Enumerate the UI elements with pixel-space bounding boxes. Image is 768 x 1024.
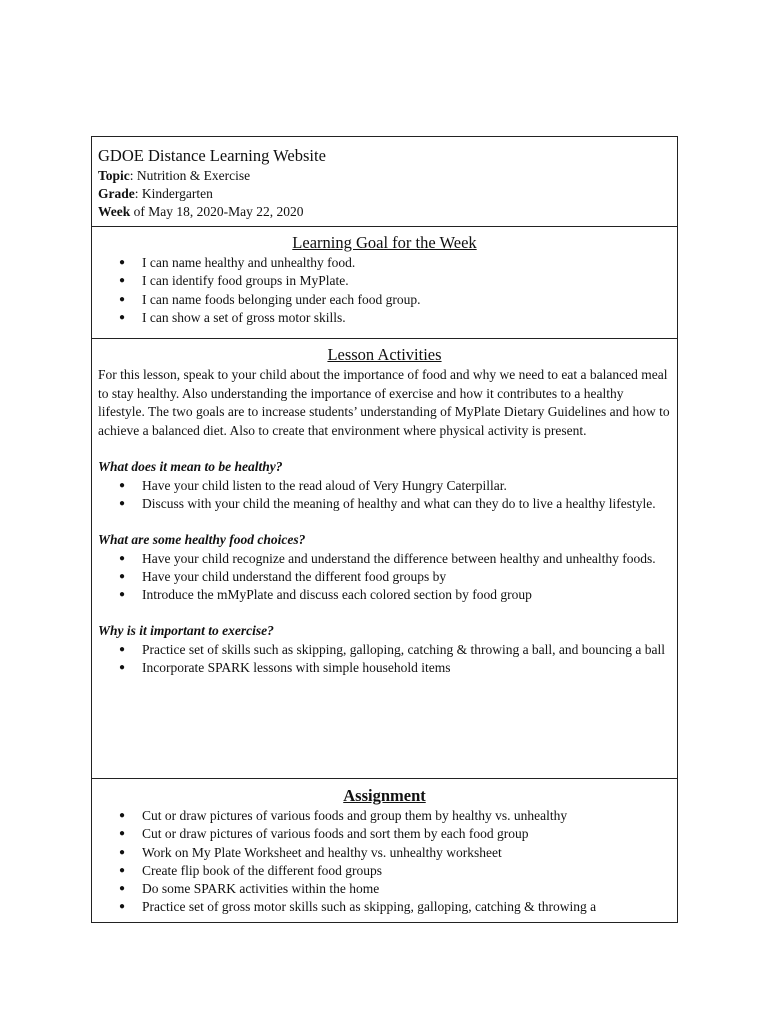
bullet-icon: ●	[119, 883, 126, 895]
list-item: ● I can name healthy and unhealthy food.	[98, 254, 671, 272]
bullet-icon: ●	[119, 810, 126, 821]
bullet-icon: ●	[119, 257, 126, 268]
bullet-icon: ●	[119, 643, 126, 655]
list-item: ● Create flip book of the different food groups	[98, 862, 671, 880]
food-choices-list	[98, 550, 671, 605]
bullet-icon: ●	[119, 479, 126, 491]
list-item: ● Do some SPARK activities within the home	[98, 880, 671, 898]
learning-goal-cell	[92, 227, 677, 339]
healthy-list	[98, 477, 671, 514]
list-item: ● Practice set of gross motor skills such as skipping, galloping, catching & throwing a	[98, 898, 671, 916]
assignment-cell	[92, 779, 677, 922]
bullet-icon: ●	[119, 311, 126, 323]
list-item: ● Cut or draw pictures of various foods and group them by healthy vs. unhealthy	[98, 807, 671, 825]
question-food-choices: What are some healthy food choices?	[98, 532, 306, 548]
exercise-list	[98, 641, 671, 678]
list-item: ● Have your child understand the different food groups by	[98, 568, 671, 586]
topic-value: : Nutrition & Exercise	[129, 168, 251, 183]
learning-goal-heading: Learning Goal for the Week	[292, 233, 477, 252]
bullet-icon: ●	[119, 497, 126, 509]
document-title: GDOE Distance Learning Website	[98, 146, 326, 165]
lesson-plan-table	[91, 136, 678, 923]
list-item: ● Work on My Plate Worksheet and healthy vs. unhealthy worksheet	[98, 844, 671, 862]
bullet-icon: ●	[119, 662, 126, 674]
grade-label: Grade	[98, 186, 135, 201]
topic-label: Topic	[98, 168, 130, 183]
lesson-activities-cell	[92, 339, 677, 779]
lesson-intro-paragraph: For this lesson, speak to your child about the importance of food and why we need to eat a balanced meal to stay healthy. Also understanding the importance of exercise and how it contributes to a healthy lifestyle. The two goals are to increase students’ understanding of MyPlate Dietary Guidelines and how to achieve a balanced diet. Also to create that environment where physical activity is present.	[98, 367, 670, 438]
list-item: ● Practice set of skills such as skipping, galloping, catching & throwing a ball, and bouncing a ball	[98, 641, 671, 659]
bullet-icon: ●	[119, 275, 126, 287]
list-item: ● I can identify food groups in MyPlate.	[98, 272, 671, 290]
bullet-icon: ●	[119, 864, 126, 876]
lesson-activities-heading: Lesson Activities	[327, 345, 442, 364]
list-item: ● Have your child recognize and understand the difference between healthy and unhealthy foods.	[98, 550, 671, 568]
list-item: ● Discuss with your child the meaning of healthy and what can they do to live a healthy lifestyle.	[98, 495, 671, 513]
question-exercise: Why is it important to exercise?	[98, 623, 274, 639]
bullet-icon: ●	[119, 901, 126, 913]
grade-line	[98, 185, 671, 203]
list-item: ● I can show a set of gross motor skills.	[98, 309, 671, 327]
bullet-icon: ●	[119, 846, 126, 858]
header-cell	[92, 137, 677, 227]
list-item: ● Incorporate SPARK lessons with simple household items	[98, 659, 671, 677]
bullet-icon: ●	[119, 293, 126, 305]
week-line	[98, 203, 671, 221]
bullet-icon: ●	[119, 589, 126, 601]
grade-value: : Kindergarten	[134, 186, 213, 201]
list-item: ● I can name foods belonging under each food group.	[98, 291, 671, 309]
week-value: of May 18, 2020-May 22, 2020	[130, 204, 304, 219]
bullet-icon: ●	[119, 552, 126, 564]
bullet-icon: ●	[119, 570, 126, 582]
list-item: ● Have your child listen to the read aloud of Very Hungry Caterpillar.	[98, 477, 671, 495]
topic-line	[98, 167, 671, 185]
question-healthy: What does it mean to be healthy?	[98, 459, 283, 474]
learning-goal-list	[98, 254, 671, 327]
bullet-icon: ●	[119, 828, 126, 840]
week-label: Week	[98, 204, 131, 219]
list-item: ● Cut or draw pictures of various foods and sort them by each food group	[98, 825, 671, 843]
assignment-list	[98, 807, 671, 917]
assignment-heading: Assignment	[343, 786, 426, 805]
list-item: ● Introduce the mMyPlate and discuss each colored section by food group	[98, 586, 671, 604]
